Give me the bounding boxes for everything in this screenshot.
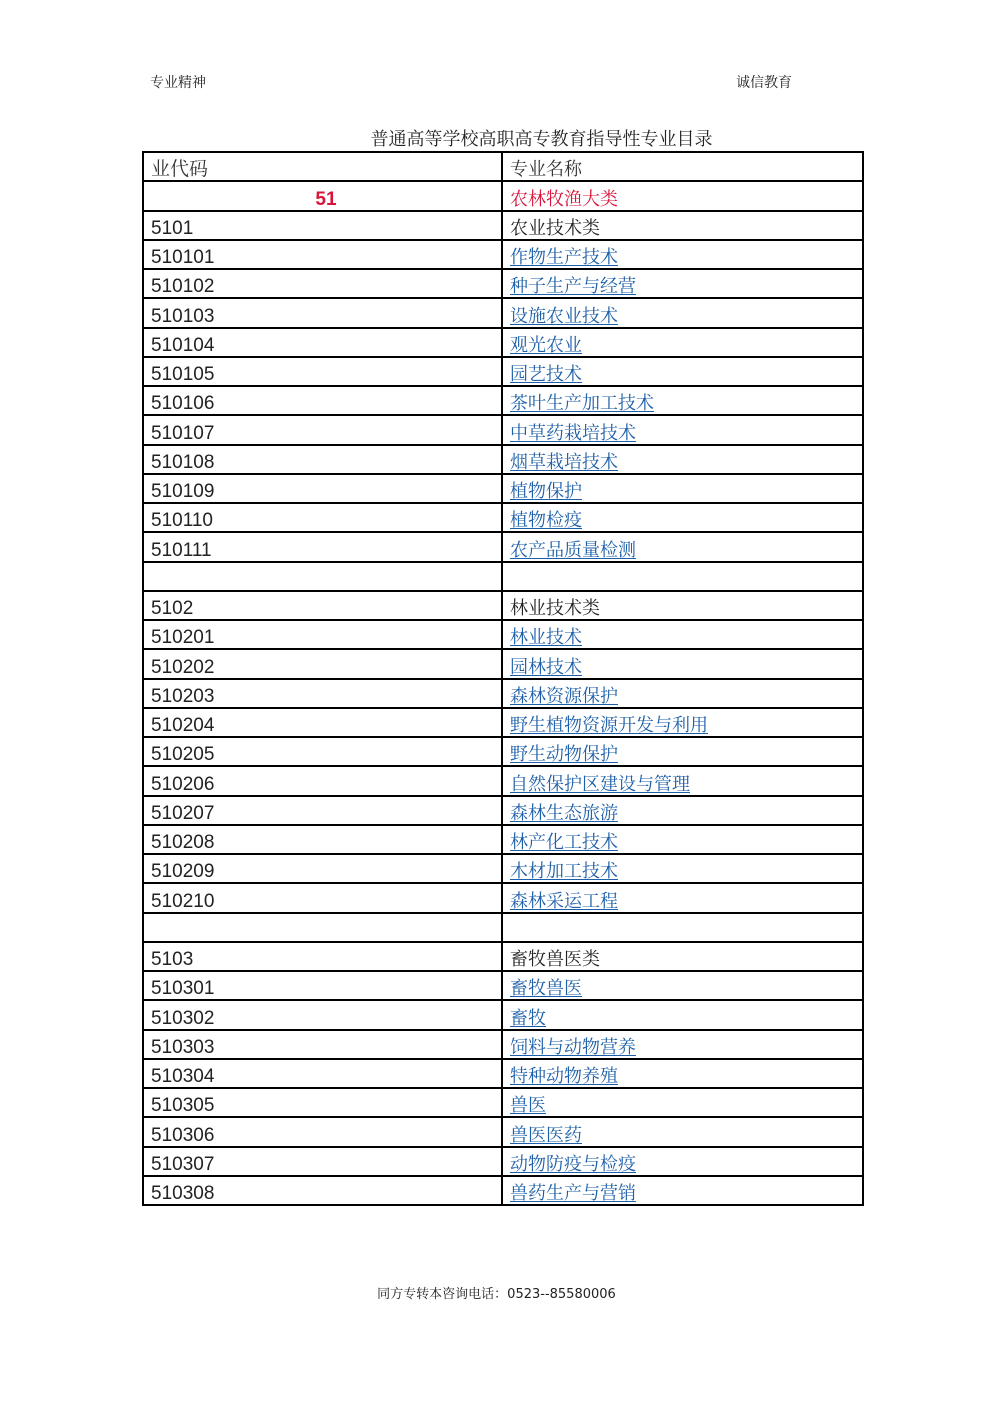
category-row [143,181,863,210]
major-name-cell [502,796,863,825]
major-code: 510207 [143,796,502,825]
major-code: 510306 [143,1117,502,1146]
major-name-link[interactable]: 农产品质量检测 [510,539,636,561]
major-name-link[interactable]: 作物生产技术 [510,247,618,268]
table-row [143,357,863,386]
major-code [143,913,502,942]
major-code: 510104 [143,328,502,357]
major-code: 5101 [143,211,502,240]
major-code: 510304 [143,1059,502,1088]
major-name-cell [502,854,863,883]
major-name-link[interactable]: 烟草栽培技术 [510,451,618,473]
major-catalog-table [142,151,864,1206]
major-code: 510301 [143,971,502,1000]
group-row [143,591,863,620]
group-name: 林业技术类 [502,591,863,620]
major-code: 510206 [143,766,502,795]
major-name-cell [502,708,863,737]
major-code: 5102 [143,591,502,620]
major-code: 510203 [143,679,502,708]
group-name: 农业技术类 [502,211,863,240]
table-header-row [143,152,863,181]
group-row [143,211,863,240]
major-name-link[interactable]: 兽医 [510,1095,546,1117]
page-title: 普通高等学校高职高专教育指导性专业目录 [370,129,713,150]
table-row [143,474,863,503]
category-code: 51 [143,181,502,210]
group-row [143,942,863,971]
major-code: 510201 [143,620,502,649]
table-row [143,298,863,327]
major-name-link[interactable]: 特种动物养殖 [510,1066,618,1087]
table-row [143,1000,863,1029]
blank-row [143,913,863,942]
major-name-cell [502,649,863,678]
major-code: 510208 [143,825,502,854]
major-name-link[interactable]: 木材加工技术 [510,861,618,883]
major-name-cell [502,679,863,708]
blank-cell [502,562,863,591]
table-row [143,503,863,532]
major-code: 510101 [143,240,502,269]
table-row [143,883,863,912]
table-row [143,328,863,357]
major-name-cell [502,971,863,1000]
major-name-link[interactable]: 兽医医药 [510,1124,582,1146]
major-name-link[interactable]: 种子生产与经营 [510,276,636,298]
major-name-cell [502,1000,863,1029]
blank-cell [502,913,863,942]
major-name-link[interactable]: 设施农业技术 [510,305,618,327]
major-code: 510204 [143,708,502,737]
table-row [143,737,863,766]
header-right-text: 诚信教育 [736,75,792,91]
major-code: 510102 [143,269,502,298]
major-name-link[interactable]: 林产化工技术 [510,832,618,853]
table-row [143,532,863,561]
major-name-link[interactable]: 森林采运工程 [510,890,618,912]
major-code: 510210 [143,883,502,912]
major-name-cell [502,386,863,415]
major-name-link[interactable]: 动物防疫与检疫 [510,1153,636,1175]
table-row [143,1176,863,1205]
table-row [143,708,863,737]
major-name-link[interactable]: 饲料与动物营养 [510,1036,636,1058]
major-name-link[interactable]: 园林技术 [510,656,582,678]
major-name-cell [502,1059,863,1088]
table-row [143,415,863,444]
major-name-cell [502,532,863,561]
major-name-cell [502,445,863,474]
major-name-link[interactable]: 园艺技术 [510,364,582,385]
major-code: 510110 [143,503,502,532]
table-row [143,445,863,474]
major-name-link[interactable]: 野生动物保护 [510,744,618,766]
major-code: 510106 [143,386,502,415]
table-row [143,825,863,854]
major-name-cell [502,415,863,444]
column-header-code: 业代码 [143,152,502,181]
major-name-cell [502,1030,863,1059]
table-row [143,679,863,708]
major-code: 510209 [143,854,502,883]
major-name-cell [502,357,863,386]
table-row [143,620,863,649]
table-row [143,766,863,795]
table-row [143,269,863,298]
major-name-link[interactable]: 植物保护 [510,481,582,502]
major-name-link[interactable]: 畜牧 [510,1007,546,1029]
major-code: 510109 [143,474,502,503]
major-name-cell [502,883,863,912]
major-name-cell [502,1176,863,1205]
major-name-cell [502,1147,863,1176]
major-name-link[interactable]: 林业技术 [510,627,582,649]
major-name-cell [502,240,863,269]
table-row [143,971,863,1000]
major-name-link[interactable]: 兽药生产与营销 [510,1183,636,1204]
major-name-link[interactable]: 森林资源保护 [510,685,618,707]
table-row [143,1147,863,1176]
table-row [143,649,863,678]
major-code: 510302 [143,1000,502,1029]
major-name-cell [502,825,863,854]
table-row [143,240,863,269]
major-code: 510105 [143,357,502,386]
major-code: 510303 [143,1030,502,1059]
major-code: 510103 [143,298,502,327]
major-name-cell [502,298,863,327]
table-row [143,1088,863,1117]
major-code: 510307 [143,1147,502,1176]
category-name: 农林牧渔大类 [502,181,863,210]
table-row [143,854,863,883]
major-code: 510305 [143,1088,502,1117]
blank-row [143,562,863,591]
major-name-link[interactable]: 野生植物资源开发与利用 [510,715,708,736]
major-code: 5103 [143,942,502,971]
major-code: 510202 [143,649,502,678]
table-row [143,386,863,415]
major-code: 510111 [143,532,502,561]
major-name-cell [502,620,863,649]
major-name-link[interactable]: 茶叶生产加工技术 [510,393,654,415]
major-name-cell [502,1117,863,1146]
major-name-link[interactable]: 畜牧兽医 [510,978,582,1000]
major-name-cell [502,269,863,298]
major-code: 510308 [143,1176,502,1205]
major-name-cell [502,474,863,503]
major-name-cell [502,328,863,357]
table-row [143,1117,863,1146]
major-code: 510205 [143,737,502,766]
major-name-link[interactable]: 自然保护区建设与管理 [510,773,690,795]
header-left-text: 专业精神 [150,75,206,91]
major-name-link[interactable]: 中草药栽培技术 [510,422,636,444]
major-name-link[interactable]: 观光农业 [510,334,582,356]
major-name-cell [502,1088,863,1117]
major-code: 510107 [143,415,502,444]
major-name-cell [502,503,863,532]
major-code: 510108 [143,445,502,474]
major-name-link[interactable]: 植物检疫 [510,510,582,532]
major-name-link[interactable]: 森林生态旅游 [510,802,618,824]
major-name-cell [502,737,863,766]
footer-contact: 同方专转本咨询电话：0523--85580006 [377,1287,616,1302]
table-row [143,1059,863,1088]
group-name: 畜牧兽医类 [502,942,863,971]
table-row [143,1030,863,1059]
table-row [143,796,863,825]
major-name-cell [502,766,863,795]
major-code [143,562,502,591]
column-header-name: 专业名称 [502,152,863,181]
